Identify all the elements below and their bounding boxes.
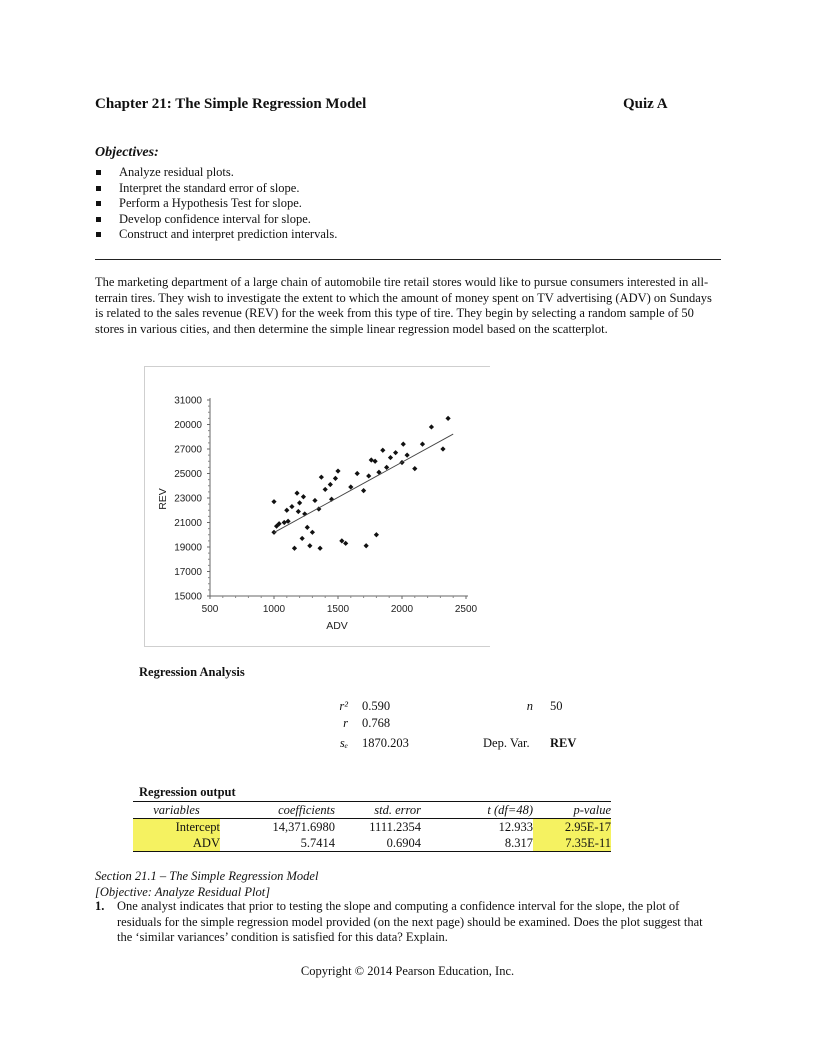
scatter-point	[312, 498, 317, 503]
x-tick-label: 1500	[326, 604, 350, 615]
scatter-point	[296, 509, 301, 514]
se-value: 1870.203	[362, 736, 409, 750]
scatter-point	[301, 494, 306, 499]
cell-std-error: 0.6904	[335, 835, 421, 852]
scatter-point	[289, 504, 294, 509]
scatter-point	[440, 446, 445, 451]
scatter-point	[292, 546, 297, 551]
scatter-point	[307, 543, 312, 548]
col-header-p-value: p-value	[533, 802, 611, 819]
x-tick-label: 500	[201, 604, 219, 615]
table-row	[133, 835, 611, 852]
regression-output-heading: Regression output	[139, 785, 236, 799]
col-header-variables: variables	[133, 802, 220, 819]
cell-coefficient: 5.7414	[220, 835, 335, 852]
scatter-point	[445, 416, 450, 421]
cell-p-value: 2.95E-17	[533, 819, 611, 836]
scatter-point	[323, 487, 328, 492]
copyright-footer: Copyright © 2014 Pearson Education, Inc.	[300, 964, 515, 978]
scatter-point	[401, 442, 406, 447]
scatter-point	[420, 442, 425, 447]
scatter-point	[429, 424, 434, 429]
scatter-point	[348, 484, 353, 489]
cell-coefficient: 14,371.6980	[272, 820, 335, 834]
r2-value: 0.590	[362, 699, 391, 713]
r2-symbol: r²	[339, 699, 348, 713]
row-variable-adv: ADV	[133, 835, 220, 852]
cell-std-error: 1111.2354	[369, 820, 421, 834]
y-tick-label: 31000	[174, 395, 202, 407]
scatter-point	[319, 475, 324, 480]
scatter-point	[285, 519, 290, 524]
scatter-point	[388, 455, 393, 460]
scatter-point	[364, 543, 369, 548]
y-tick-label: 17000	[174, 567, 202, 578]
scatter-point	[339, 538, 344, 543]
scatter-point	[333, 476, 338, 481]
n-value: 50	[550, 699, 563, 713]
x-axis-label: ADV	[326, 620, 348, 632]
intro-paragraph: The marketing department of a large chain of automobile tire retail stores would like to pursue consumers interested in all-terrain tires. They wish to investigate the extent to which the amount of money spent on TV advertising (ADV) on Sundays is related to the sales revenue (REV) for the week from this type of tire. They begin by selecting a random sample of 50 stores in various cities, and then determine the simple linear regression model based on the scatterplot.	[95, 275, 712, 336]
col-header-t: t (df=48)	[421, 802, 533, 819]
scatter-point	[405, 453, 410, 458]
y-tick-label: 20000	[174, 420, 202, 431]
section-label	[95, 869, 318, 900]
section-divider	[95, 259, 721, 260]
regression-analysis-heading: Regression Analysis	[139, 665, 245, 679]
scatter-point	[294, 491, 299, 496]
y-tick-label: 19000	[174, 542, 202, 554]
objective-item: Analyze residual plots.	[95, 165, 337, 181]
r-symbol: r	[343, 716, 348, 730]
scatterplot-chart	[144, 366, 489, 645]
table-row	[133, 819, 611, 836]
y-tick-label: 25000	[174, 469, 202, 480]
chapter-title: Chapter 21: The Simple Regression Model	[95, 96, 367, 112]
scatter-point	[305, 525, 310, 530]
x-tick-label: 2000	[390, 604, 414, 615]
cell-p-value: 7.35E-11	[533, 835, 611, 852]
cell-t: 8.317	[421, 835, 533, 852]
scatter-point	[310, 530, 315, 535]
regression-output-table	[133, 801, 611, 852]
scatter-point	[271, 499, 276, 504]
scatter-point	[393, 450, 398, 455]
y-tick-label: 15000	[174, 591, 202, 603]
objective-item: Perform a Hypothesis Test for slope.	[95, 196, 337, 212]
scatter-point	[282, 520, 287, 525]
depvar-label: Dep. Var.	[483, 736, 530, 750]
question-text: One analyst indicates that prior to testing the slope and computing a confidence interval for the slope, the plot of residuals for the simple regression model provided (on the next page) should be examined. Does the plot suggest that the ‘similar variances’ condition is satisfied for this data? Explain.	[117, 899, 703, 944]
n-symbol: n	[526, 699, 533, 713]
scatter-point	[335, 468, 340, 473]
scatter-point	[317, 546, 322, 551]
row-variable-intercept: Intercept	[133, 819, 220, 836]
question-number: 1.	[95, 899, 105, 913]
y-tick-label: 21000	[174, 518, 202, 529]
scatter-point	[369, 457, 374, 462]
scatter-point	[380, 448, 385, 453]
objective-item: Develop confidence interval for slope.	[95, 212, 337, 228]
scatter-point	[366, 473, 371, 478]
r-value: 0.768	[362, 716, 391, 730]
scatter-point	[355, 471, 360, 476]
scatter-point	[297, 500, 302, 505]
scatter-point	[361, 488, 366, 493]
scatter-point	[373, 459, 378, 464]
cell-t: 12.933	[498, 820, 533, 834]
y-tick-label: 27000	[174, 444, 202, 456]
scatter-point	[328, 482, 333, 487]
x-tick-label: 2500	[454, 604, 478, 615]
objective-item: Construct and interpret prediction intervals.	[95, 227, 337, 243]
col-header-std-error: std. error	[335, 802, 421, 819]
table-header-row	[133, 802, 611, 819]
se-symbol: sₑ	[339, 736, 348, 750]
y-axis-label: REV	[157, 488, 169, 510]
depvar-value: REV	[550, 736, 577, 750]
section-title: Section 21.1 – The Simple Regression Model	[95, 869, 319, 883]
col-header-coefficients: coefficients	[220, 802, 335, 819]
section-objective: [Objective: Analyze Residual Plot]	[95, 884, 271, 899]
objectives-heading: Objectives:	[95, 145, 159, 160]
scatter-point	[374, 532, 379, 537]
scatter-point	[300, 536, 305, 541]
regression-line	[274, 434, 453, 532]
scatter-point	[343, 541, 348, 546]
quiz-label: Quiz A	[623, 96, 668, 112]
x-tick-label: 1000	[262, 604, 286, 615]
objectives-list	[95, 165, 337, 243]
y-tick-label: 23000	[174, 493, 202, 505]
scatter-point	[412, 466, 417, 471]
scatter-point	[284, 508, 289, 513]
objective-item: Interpret the standard error of slope.	[95, 181, 337, 197]
